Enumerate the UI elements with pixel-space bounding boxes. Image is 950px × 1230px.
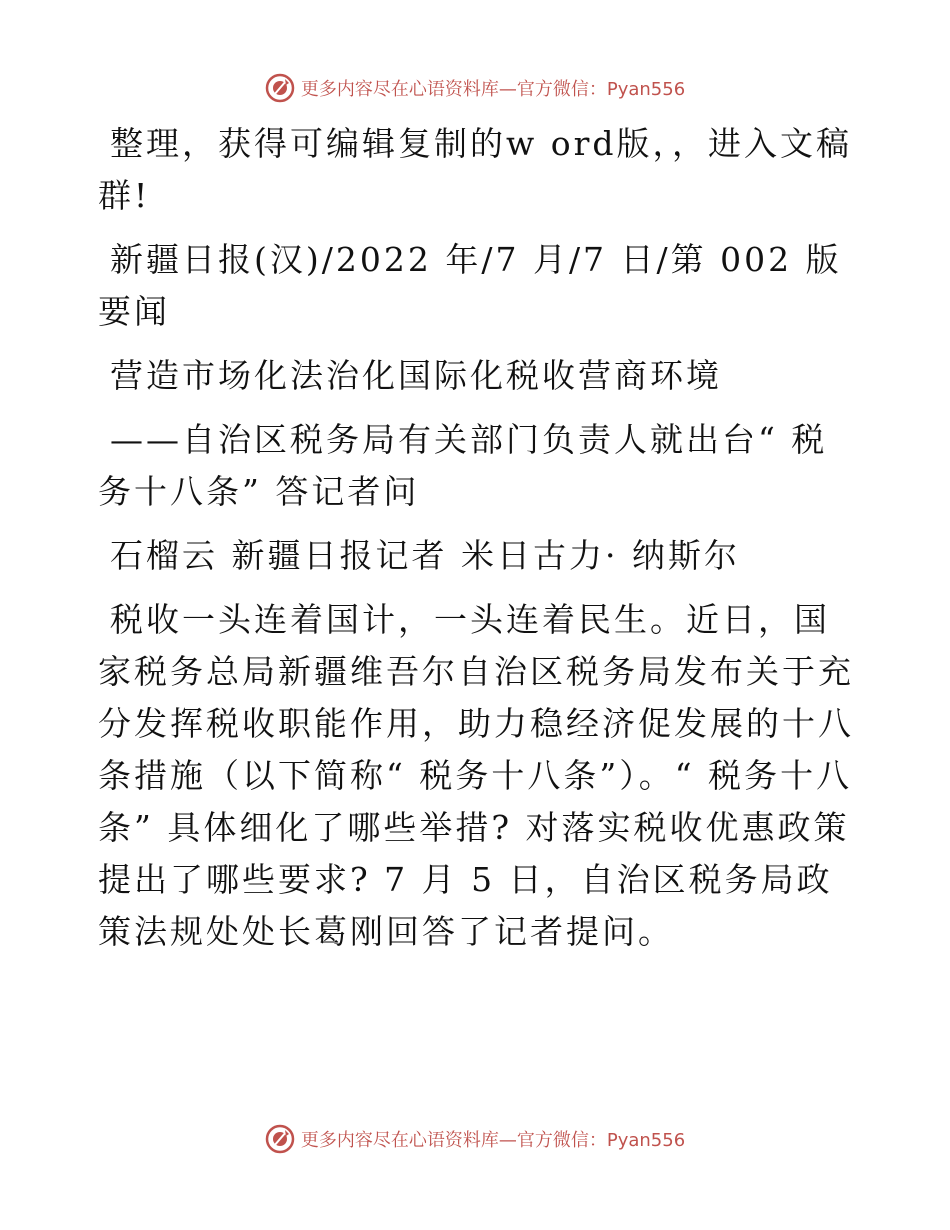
watermark-footer <box>0 1121 950 1157</box>
watermark-header <box>0 70 950 106</box>
pen-logo-icon <box>265 1124 295 1154</box>
pen-logo-icon <box>265 73 295 103</box>
watermark-text: 更多内容尽在心语资料库—官方微信：Pyan556 <box>300 79 686 100</box>
article-subtitle: ——自治区税务局有关部门负责人就出台“ 税务十八条” 答记者问 <box>98 420 828 511</box>
byline: 石榴云 新疆日报记者 米日古力· 纳斯尔 <box>110 536 740 575</box>
intro-note: 整理，获得可编辑复制的w ord版，，进入文稿群! <box>98 124 853 215</box>
article-title: 营造市场化法治化国际化税收营商环境 <box>110 356 722 395</box>
body-paragraph: 税收一头连着国计，一头连着民生。近日，国家税务总局新疆维吾尔自治区税务局发布关于充分发挥税收职能作用，助力稳经济促发展的十八条措施（以下简称“ 税务十八条”）。“ 税务十八条” 具体细化了哪些举措? 对落实税收优惠政策提出了哪些要求? 7 月 5 日，自治区税务局政策法规处处长葛刚回答了记者提问。 <box>98 600 854 951</box>
source-line: 新疆日报(汉)/2022 年/7 月/7 日/第 002 版要闻 <box>98 240 842 331</box>
watermark-text: 更多内容尽在心语资料库—官方微信：Pyan556 <box>300 1130 686 1151</box>
document-body <box>98 118 858 970</box>
